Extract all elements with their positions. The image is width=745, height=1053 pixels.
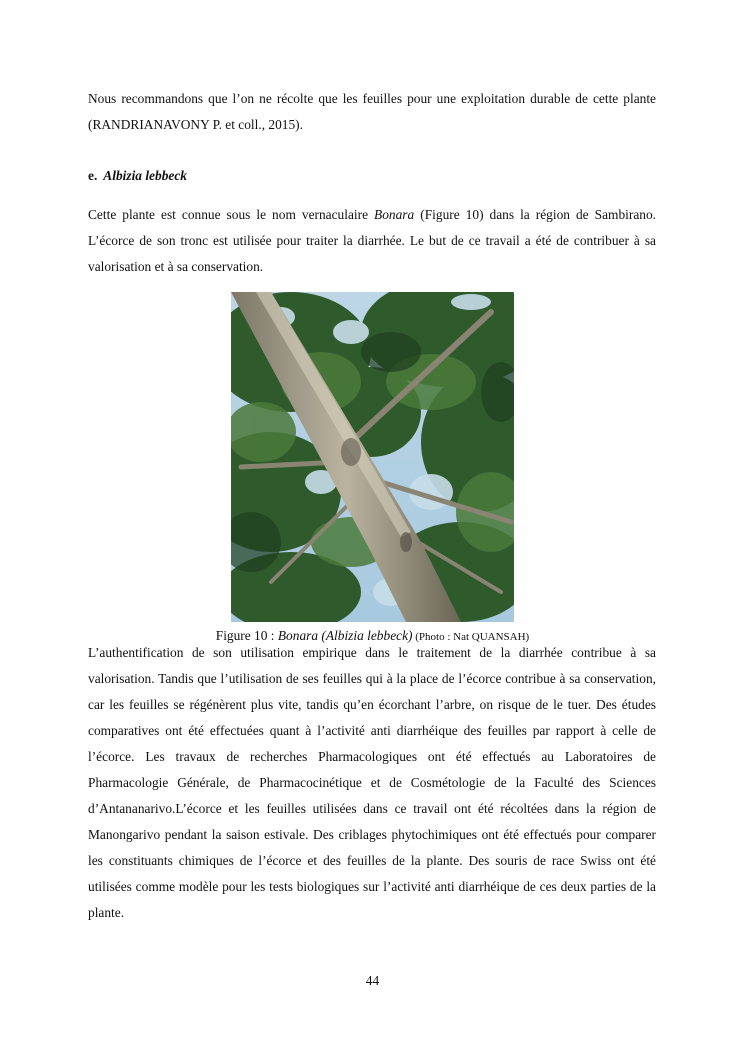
paragraph-recommendation: Nous recommandons que l’on ne récolte que les feuilles pour une exploitation durable de cette plante (RANDRIANAVONY P. et coll., 2015). bbox=[88, 91, 656, 132]
paragraph-study: L’authentification de son utilisation empirique dans le traitement de la diarrhée contribue à sa valorisation. Tandis que l’utilisation de ses feuilles qui à la place de l’écorce contribue à sa conservation, car les feuilles se régénèrent plus vite, tandis qu’en écorchant l’arbre, on risque de le tuer. Des études comparatives ont été effectuées quant à l’activité anti diarrhéique des feuilles par rapport à celle de l’écorce. Les travaux de recherches Pharmacologiques ont été effectués au Laboratoires de Pharmacologie Générale, de Pharmacocinétique et de Cosmétologie de la Faculté des Sciences d’Antananarivo.L’écorce et les feuilles utilisées dans ce travail ont été récoltées dans la région de Manongarivo pendant la saison estivale. Des criblages phytochimiques ont été effectués pour comparer les constituants chimiques de l’écorce et des feuilles de la plante. Des souris de race Swiss ont été utilisées comme modèle pour les tests biologiques sur l’activité anti diarrhéique de ces deux parties de la plante. bbox=[88, 645, 656, 920]
page-number: 44 bbox=[365, 973, 380, 988]
figure-name: Bonara (Albizia lebbeck) bbox=[277, 628, 413, 643]
vernacular-name: Bonara bbox=[374, 207, 415, 222]
section-number: e. bbox=[88, 168, 98, 183]
intro-part2: (Figure 10) dans la région de Sambirano. L’écorce de son tronc est utilisée pour traiter la diarrhée. Le but de ce travail a été de contribuer à sa valorisation et à sa conservation. bbox=[88, 207, 656, 274]
section-title: Albizia lebbeck bbox=[103, 168, 187, 183]
intro-part1: Cette plante est connue sous le nom vernaculaire bbox=[88, 207, 375, 222]
section-heading bbox=[88, 163, 187, 189]
figure-credit: (Photo : Nat QUANSAH) bbox=[412, 631, 530, 643]
paragraph-intro bbox=[88, 202, 656, 280]
figure-label: Figure 10 : bbox=[215, 628, 278, 643]
tree-photo bbox=[231, 292, 514, 622]
